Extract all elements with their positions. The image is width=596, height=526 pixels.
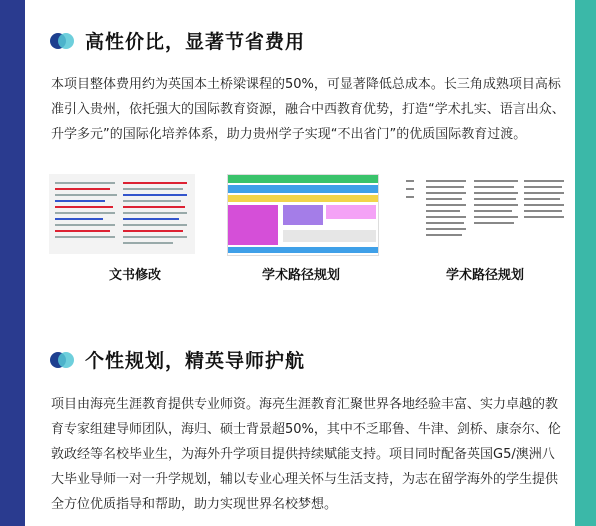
document-edit-image [49, 174, 195, 254]
section-mentor-title: 个性规划，精英导师护航 [85, 350, 306, 372]
section-mentor-paragraph: 项目由海亮生涯教育提供专业师资。海亮生涯教育汇聚世界各地经验丰富、实力卓越的教育专家组建导师团队，海归、硕士背景超50%，其中不乏耶鲁、牛津、剑桥、康奈尔、伦敦政经等名校毕业生，为海外升学项目提供持续赋能支持。项目同时配备英国G5/澳洲八大毕业导师一对一升学规划，辅以专业心理关怀与生活支持，为志在留学海外的学生提供全方位优质指导和帮助，助力实现世界名校梦想。 [51, 397, 561, 512]
image-gallery [49, 174, 579, 256]
academic-path-chart-image [227, 174, 379, 256]
right-accent-bar [575, 0, 596, 526]
caption-document-edit: 文书修改 [108, 268, 161, 283]
section-mentor-header [50, 346, 305, 373]
content-panel [25, 0, 575, 526]
section-cost-paragraph: 本项目整体费用约为英国本土桥梁课程的50%，可显著降低总成本。长三角成熟项目高标准引入贵州，依托强大的国际教育资源，融合中西教育优势，打造“学术扎实、语言出众、升学多元”的国际化培养体系，助力贵州学子实现“不出省门”的优质国际教育过渡。 [51, 77, 565, 142]
academic-path-document-image [404, 174, 566, 254]
section-cost-header [50, 27, 305, 54]
caption-academic-path-1: 学术路径规划 [261, 268, 340, 283]
bullet-circles-icon [50, 32, 76, 50]
caption-academic-path-2: 学术路径规划 [445, 268, 524, 283]
left-accent-bar [0, 0, 25, 526]
bullet-circles-icon [50, 351, 76, 369]
section-cost-title: 高性价比，显著节省费用 [85, 31, 306, 53]
